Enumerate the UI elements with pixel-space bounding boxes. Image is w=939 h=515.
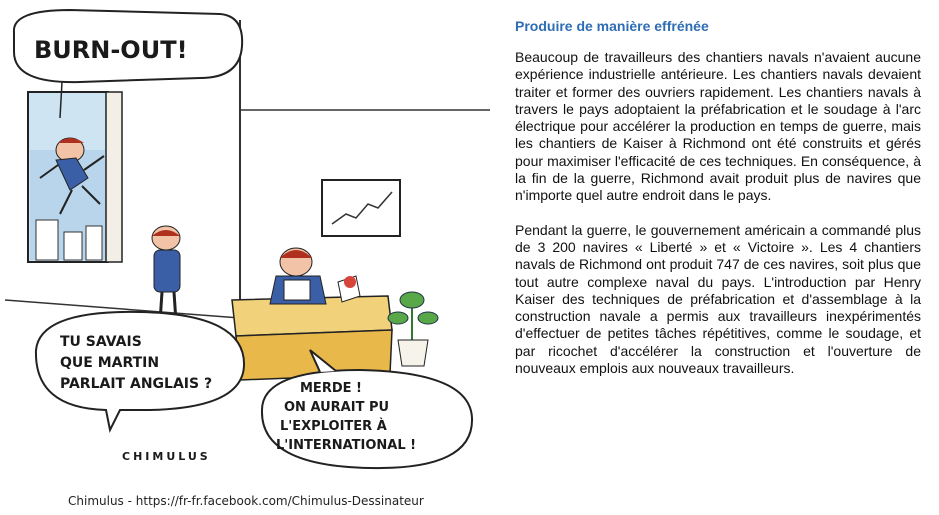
shout-text: BURN-OUT!	[34, 36, 188, 64]
image-caption: Chimulus - https://fr-fr.facebook.com/Chimulus-Dessinateur	[68, 494, 424, 508]
article	[515, 18, 921, 377]
bubble-right-line-3: L'EXPLOITER À	[280, 419, 387, 434]
desk	[232, 296, 392, 380]
wall-chart	[322, 180, 400, 236]
bubble-right-line-4: L'INTERNATIONAL !	[276, 438, 417, 453]
bubble-right-line-1: MERDE !	[300, 381, 362, 396]
bubble-left-line-1: TU SAVAIS	[60, 334, 142, 350]
speech-bubble-left	[36, 312, 244, 430]
cartoon-drawing	[0, 0, 500, 480]
article-paragraph-2: Pendant la guerre, le gouvernement américain a commandé plus de 3 200 navires « Liberté » et « Victoire ». Les 4 chantiers navals de Richmond ont produit 747 de ces navires, soit plus que tout autre complexe naval du pays. L'introduction par Henry Kaiser des techniques de préfabrication et d'assemblage à la construction navale a permis aux travailleurs inexpérimentés d'effectuer de petites tâches répétitives, comme le soudage, et par ricochet d'accélérer la construction et l'ouverture de nouveaux emplois aux nouveaux travailleurs.	[515, 221, 921, 377]
artist-signature: CHIMULUS	[122, 450, 211, 463]
seated-boss	[270, 248, 360, 304]
cartoon-illustration	[0, 0, 500, 480]
bubble-right-line-2: ON AURAIT PU	[284, 400, 390, 415]
bubble-left-line-3: PARLAIT ANGLAIS ?	[60, 376, 213, 392]
article-paragraph-1: Beaucoup de travailleurs des chantiers navals n'avaient aucune expérience industrielle antérieure. Les chantiers navals devaient traiter et former des ouvriers rapidement. Les chantiers navals à travers le pays adoptaient la préfabrication et le soudage à l'arc électrique pour accélérer la production en temps de guerre, mais les chantiers de Kaiser à Richmond ont été construits et gérés pour maximiser l'efficacité de ces techniques. En conséquence, à la fin de la guerre, Richmond avait produit plus de navires que n'importe quel autre endroit dans le pays.	[515, 49, 921, 204]
article-title: Produire de manière effrénée	[515, 18, 709, 34]
plant	[388, 292, 438, 366]
bubble-left-line-2: QUE MARTIN	[60, 355, 160, 371]
